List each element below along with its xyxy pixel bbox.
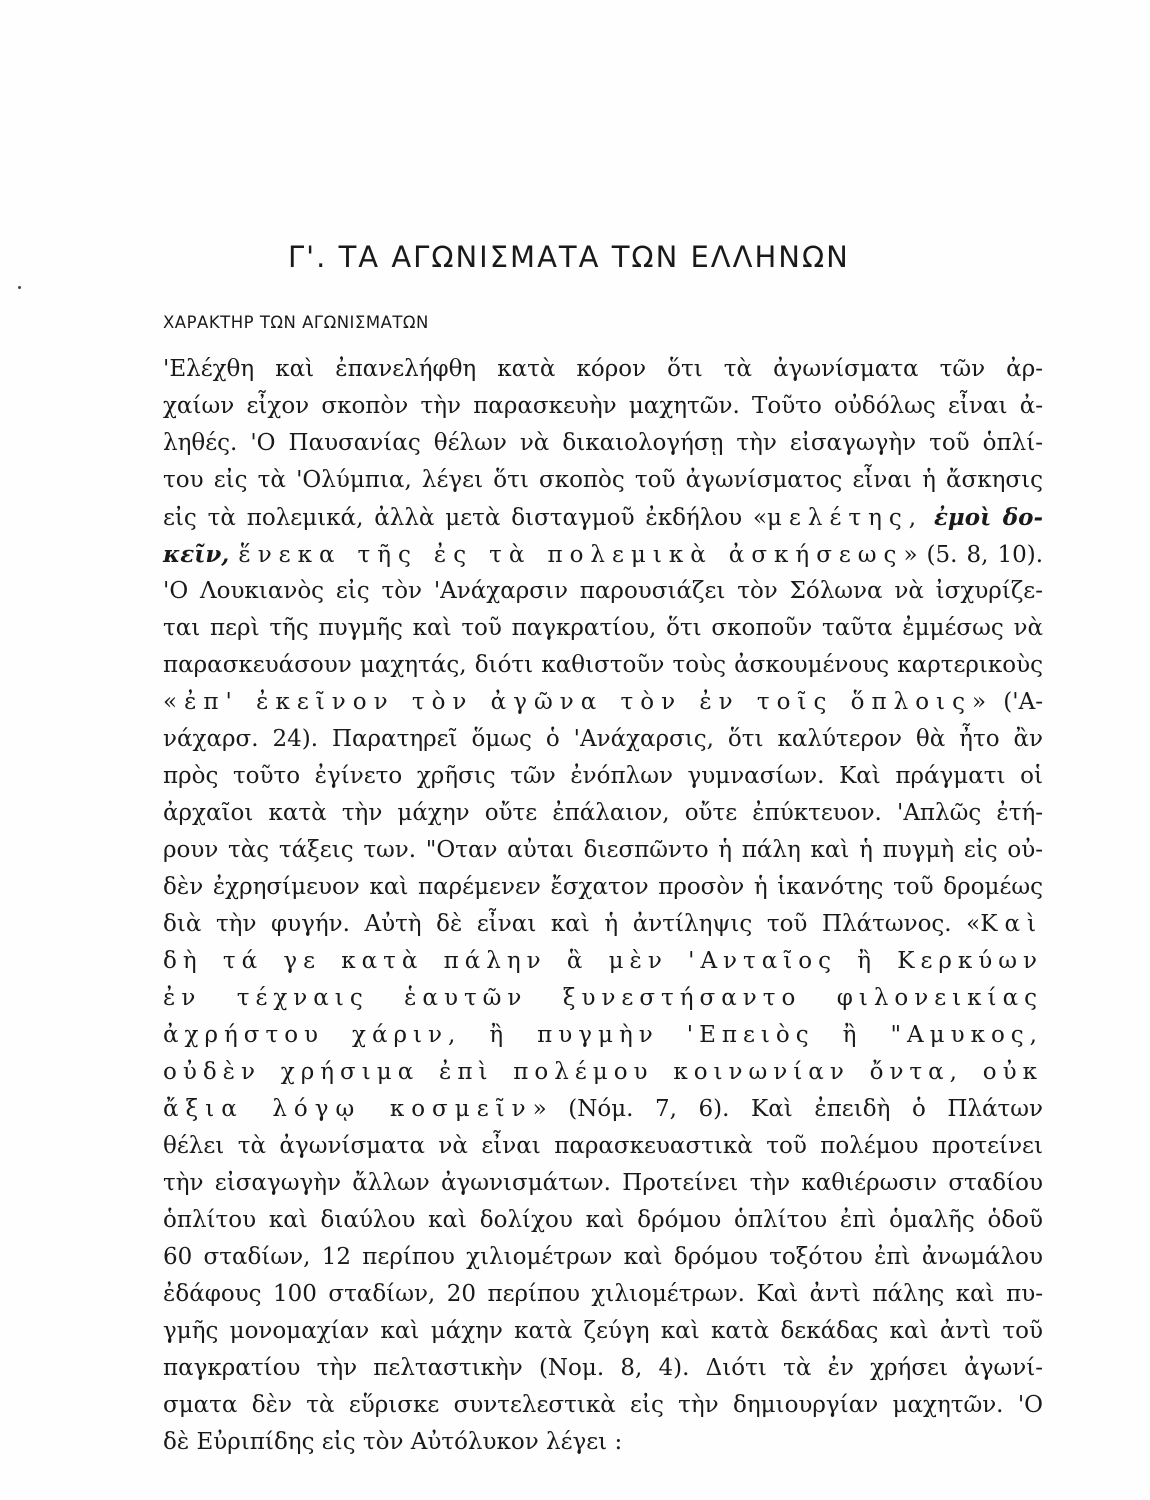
text-line: παρασκευάσουν μαχητάς, διότι καθιστοῦν τοὺς ἀσκουμένους καρτερικοὺς <box>163 652 1043 678</box>
text-line: 'Ελέχθη καὶ ἐπανελήφθη κατὰ κόρον ὅτι τὰ ἀγωνίσματα τῶν ἀρ- <box>163 356 1043 382</box>
text-line: 'Ο Λουκιανὸς εἰς τὸν 'Ανάχαρσιν παρουσιάζει τὸν Σόλωνα νὰ ἰσχυρίζε- <box>163 578 1043 604</box>
margin-speck <box>18 286 21 289</box>
chapter-title: Γ'. ΤΑ ΑΓΩΝΙΣΜΑΤΑ ΤΩΝ ΕΛΛΗΝΩΝ <box>288 240 850 274</box>
text-line: δὲν ἐχρησίμευον καὶ παρέμενεν ἔσχατον προσὸν ἡ ἱκανότης τοῦ δρομέως <box>163 874 1043 900</box>
emphasized-phrase: κεῖν, <box>163 541 230 568</box>
spaced-quote-line: δὴ τά γε κατὰ πάλην ἃ μὲν 'Ανταῖος ἢ Κερκύων <box>163 948 1043 974</box>
spaced-quote: ἕνεκα τῆς ἐς τὰ πολεμικὰ ἀσκήσεως <box>238 542 904 568</box>
text-line: ται περὶ τῆς πυγμῆς καὶ τοῦ παγκρατίου, ὅτι σκοποῦν ταῦτα ἐμμέσως νὰ <box>163 615 1043 641</box>
spaced-word: μελέτης, <box>767 505 924 531</box>
spaced-quote: ἄξια λόγῳ κοσμεῖν <box>163 1096 533 1122</box>
spaced-quote: Καὶ <box>980 911 1043 937</box>
text-line: νάχαρσ. 24). Παρατηρεῖ ὅμως ὁ 'Ανάχαρσις, ὅτι καλύτερον θὰ ἦτο ἂν <box>163 726 1043 752</box>
text-line <box>163 906 1043 943</box>
line-segment: εἰς τὰ πολεμικά, ἀλλὰ μετὰ δισταγμοῦ ἐκδήλου « <box>163 505 768 531</box>
show-through-text <box>640 50 1100 380</box>
spaced-quote-line: ἀχρήστου χάριν, ἢ πυγμὴν 'Επειὸς ἢ "Αμυκος, <box>163 1022 1043 1048</box>
text-line: τὴν εἰσαγωγὴν ἄλλων ἀγωνισμάτων. Προτείνει τὴν καθιέρωσιν σταδίου <box>163 1170 1043 1196</box>
text-line: δὲ Εὐριπίδης εἰς τὸν Αὐτόλυκον λέγει : <box>163 1429 623 1455</box>
text-line: σματα δὲν τὰ εὕρισκε συντελεστικὰ εἰς τὴν δημιουργίαν μαχητῶν. 'Ο <box>163 1392 1043 1418</box>
text-line <box>163 1091 1043 1128</box>
text-line: γμῆς μονομαχίαν καὶ μάχην κατὰ ζεύγη καὶ κατὰ δεκάδας καὶ ἀντὶ τοῦ <box>163 1318 1043 1344</box>
text-line: του εἰς τὰ 'Ολύμπια, λέγει ὅτι σκοπὸς τοῦ ἀγωνίσματος εἶναι ἡ ἄσκησις <box>163 467 1043 493</box>
text-line <box>163 536 1043 573</box>
text-line: ἀρχαῖοι κατὰ τὴν μάχην οὔτε ἐπάλαιον, οὔτε ἐπύκτευον. 'Απλῶς ἐτή- <box>163 800 1043 826</box>
citation: ('Α- <box>993 689 1043 715</box>
emphasized-phrase: ἐμοὶ δο- <box>933 504 1043 531</box>
line-segment: διὰ τὴν φυγήν. Αὐτὴ δὲ εἶναι καὶ ἡ ἀντίληψις τοῦ Πλάτωνος. « <box>163 911 981 937</box>
text-line: ὁπλίτου καὶ διαύλου καὶ δολίχου καὶ δρόμου ὁπλίτου ἐπὶ ὁμαλῆς ὁδοῦ <box>163 1207 1043 1233</box>
text-line: πρὸς τοῦτο ἐγίνετο χρῆσις τῶν ἐνόπλων γυμνασίων. Καὶ πράγματι οἱ <box>163 763 1043 789</box>
body-text <box>163 351 1043 1461</box>
text-line: ἐδάφους 100 σταδίων, 20 περίπου χιλιομέτρων. Καὶ ἀντὶ πάλης καὶ πυ- <box>163 1281 1043 1307</box>
text-line: χαίων εἶχον σκοπὸν τὴν παρασκευὴν μαχητῶν. Τοῦτο οὐδόλως εἶναι ἀ- <box>163 393 1043 419</box>
text-line: 60 σταδίων, 12 περίπου χιλιομέτρων καὶ δρόμου τοξότου ἐπὶ ἀνωμάλου <box>163 1244 1043 1270</box>
text-line <box>163 499 1043 536</box>
citation: » (Νόμ. 7, 6). Καὶ ἐπειδὴ ὁ Πλάτων <box>532 1096 1043 1122</box>
spaced-quote: «ἐπ' ἐκεῖνον τὸν ἀγῶνα τὸν ἐν τοῖς ὅπλοις» <box>163 689 994 715</box>
text-line: παγκρατίου τὴν πελταστικὴν (Νομ. 8, 4). Διότι τὰ ἐν χρήσει ἀγωνί- <box>163 1355 1043 1381</box>
spaced-quote-line: οὐδὲν χρήσιμα ἐπὶ πολέμου κοινωνίαν ὄντα, οὐκ <box>163 1059 1043 1085</box>
text-line: ρουν τὰς τάξεις των. "Οταν αὐται διεσπῶντο ἡ πάλη καὶ ἡ πυγμὴ εἰς οὐ- <box>163 837 1043 863</box>
text-line: ληθές. 'Ο Παυσανίας θέλων νὰ δικαιολογήσῃ τὴν εἰσαγωγὴν τοῦ ὁπλί- <box>163 430 1043 456</box>
spaced-quote-line: ἐν τέχναις ἑαυτῶν ξυνεστήσαντο φιλονεικίας <box>163 985 1043 1011</box>
section-heading: ΧΑΡΑΚΤΗΡ ΤΩΝ ΑΓΩΝΙΣΜΑΤΩΝ <box>163 313 429 332</box>
text-line: θέλει τὰ ἀγωνίσματα νὰ εἶναι παρασκευαστικὰ τοῦ πολέμου προτείνει <box>163 1133 1043 1159</box>
text-line <box>163 684 1043 721</box>
citation: » (5. 8, 10). <box>903 542 1044 568</box>
